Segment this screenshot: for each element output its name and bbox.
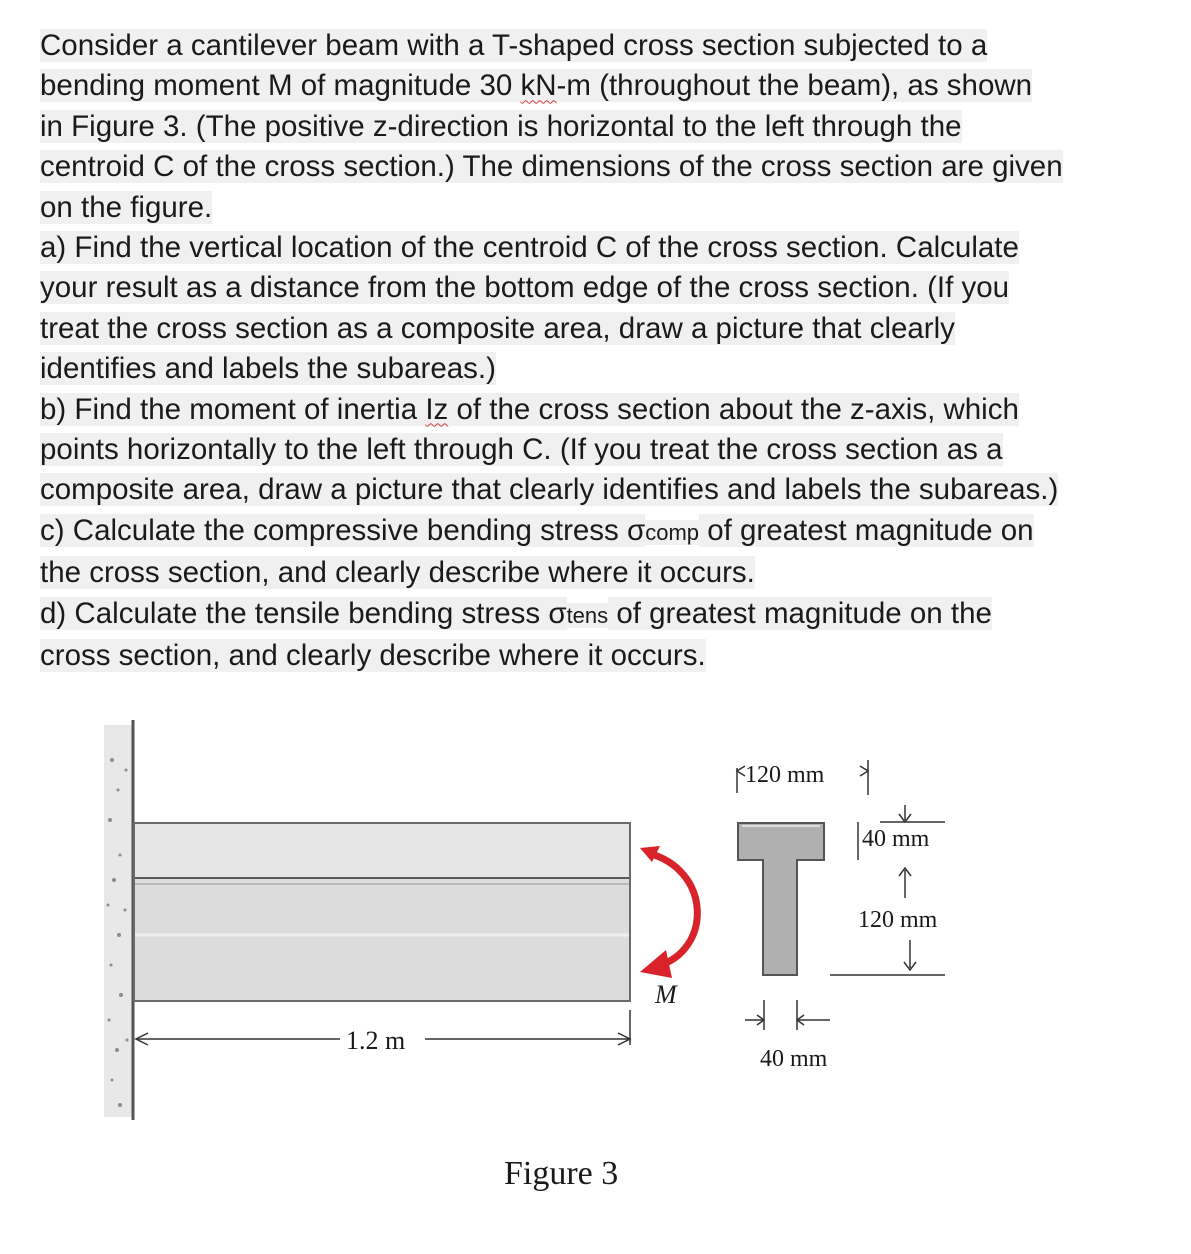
intro-line-2: bending moment M of magnitude 30 kN-m (throughout the beam), as shown [40,69,1033,103]
part-a-line-3: treat the cross section as a composite area, draw a picture that clearly [40,311,955,345]
beam [134,823,630,1001]
part-c-line-1: c) Calculate the compressive bending stress σcomp of greatest magnitude on [40,513,1034,547]
intro-line-1: Consider a cantilever beam with a T-shaped cross section subjected to a [40,29,988,62]
part-a-line-4: identifies and labels the subareas.) [40,352,496,386]
spell-flag-iz: Iz [425,392,449,426]
web-height-label: 120 mm [858,907,938,933]
web-height-dimension [830,940,945,975]
spell-flag-kn: kN [520,69,557,103]
part-b-line-2: points horizontally to the left through C. (If you treat the cross section as a [40,433,1003,467]
web-width-label: 40 mm [760,1046,828,1072]
intro-line-3: in Figure 3. (The positive z-direction is horizontal to the left through the [40,109,962,143]
part-c-line-2: the cross section, and clearly describe where it occurs. [40,556,755,590]
part-a-line-1: a) Find the vertical location of the centroid C of the cross section. Calculate [40,231,1019,265]
part-d-line-2: cross section, and clearly describe where it occurs. [40,639,706,673]
length-label: 1.2 m [346,1026,406,1055]
t-section [738,823,824,975]
wall [104,720,134,1120]
part-d-line-1: d) Calculate the tensile bending stress σtens of greatest magnitude on the [40,596,992,630]
flange-width-label: 120 mm [745,762,825,788]
flange-thickness-label: 40 mm [862,826,930,852]
intro-line-4: centroid C of the cross section.) The dimensions of the cross section are given [40,150,1063,184]
figure-caption: Figure 3 [504,1155,619,1192]
intro-line-5: on the figure. [40,190,213,224]
part-b-line-1: b) Find the moment of inertia Iz of the cross section about the z-axis, which [40,392,1019,426]
part-a-line-2: your result as a distance from the bottom edge of the cross section. (If you [40,271,1010,305]
moment-label: M [655,980,677,1009]
part-b-line-3: composite area, draw a picture that clearly identifies and labels the subareas.) [40,473,1059,507]
moment-arrow [640,846,697,978]
web-width-dimension [745,1000,830,1030]
